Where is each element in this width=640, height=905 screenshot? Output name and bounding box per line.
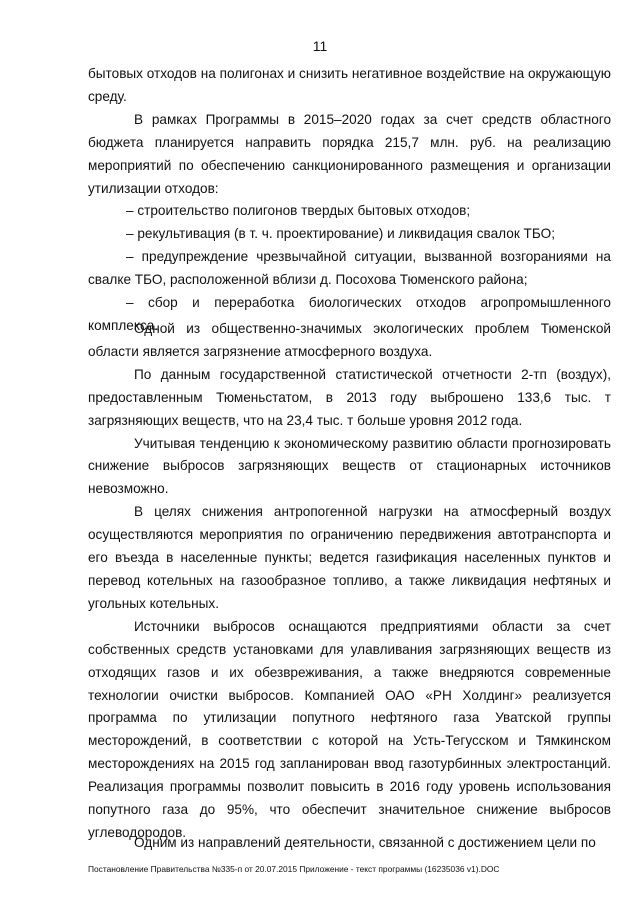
paragraph-measures: В целях снижения антропогенной нагрузки на атмосферный воздух осуществляются мероприятия по ограничению передвижения автотранспорта и его въезда в населенные пункты; ведется газификация населенных пунктов и перевод котельных на газообразное топливо, а также ликвидация нефтяных и угольных котельных. [88,504,611,611]
paragraph-air-problem: Одной из общественно-значимых экологических проблем Тюменской области является загрязнение атмосферного воздуха. [88,321,611,359]
next-section [88,832,611,855]
list-item-landfills: – строительство полигонов твердых бытовых отходов; [126,203,471,219]
paragraph-statistics: По данным государственной статистической отчетности 2-тп (воздух), предоставленным Тюменьстатом, в 2013 году выброшено 133,6 тыс. т загрязняющих веществ, что на 23,4 тыс. т больше уровня 2012 года. [88,366,611,428]
paragraph-continued: бытовых отходов на полигонах и снизить негативное воздействие на окружающую среду. [88,66,611,104]
paragraph-forecast: Учитывая тенденцию к экономическому развитию области прогнозировать снижение выбросов загрязняющих веществ от стационарных источников невозможно. [88,435,611,497]
list-item-emergency: – предупреждение чрезвычайной ситуации, вызванной возгораниями на свалке ТБО, расположенной вблизи д. Посохова Тюменского района; [88,249,611,288]
paragraph-emission-sources: Источники выбросов оснащаются предприятиями области за счет собственных средств установками для улавливания загрязняющих веществ из отходящих газов и их обезвреживания, а также внедряются современные технологии очистки выбросов. Компанией ОАО «РН Холдинг» реализуется программа по утилизации попутного нефтяного газа Уватской группы месторождений, в соответствии с которой на Усть-Тегусском и Тямкинском месторождениях на 2015 год запланирован ввод газотурбинных электростанций. Реализация программы позволит повысить в 2016 году уровень использования попутного газа до 95%, что обеспечит значительное снижение выбросов углеводородов. [88,618,611,840]
paragraph-program-funding: В рамках Программы в 2015–2020 годах за счет средств областного бюджета планируется направить порядка 215,7 млн. руб. на реализацию мероприятий по обеспечению санкционированного размещения и организации утилизации отходов: [88,111,611,196]
paragraph-continues-next-page: Одним из направлений деятельности, связанной с достижением цели по [134,835,596,850]
document-footer: Постановление Правительства №335-п от 20.07.2015 Приложение - текст программы (16235036 v1).DOC [88,864,500,874]
list-item-reclamation: – рекультивация (в т. ч. проектирование) и ликвидация свалок ТБО; [126,226,555,242]
page-number: 11 [312,38,328,54]
air-section [88,318,611,845]
list-item-biowaste: – сбор и переработка биологических отходов агропромышленного комплекса. [88,295,611,333]
waste-section [88,63,611,338]
